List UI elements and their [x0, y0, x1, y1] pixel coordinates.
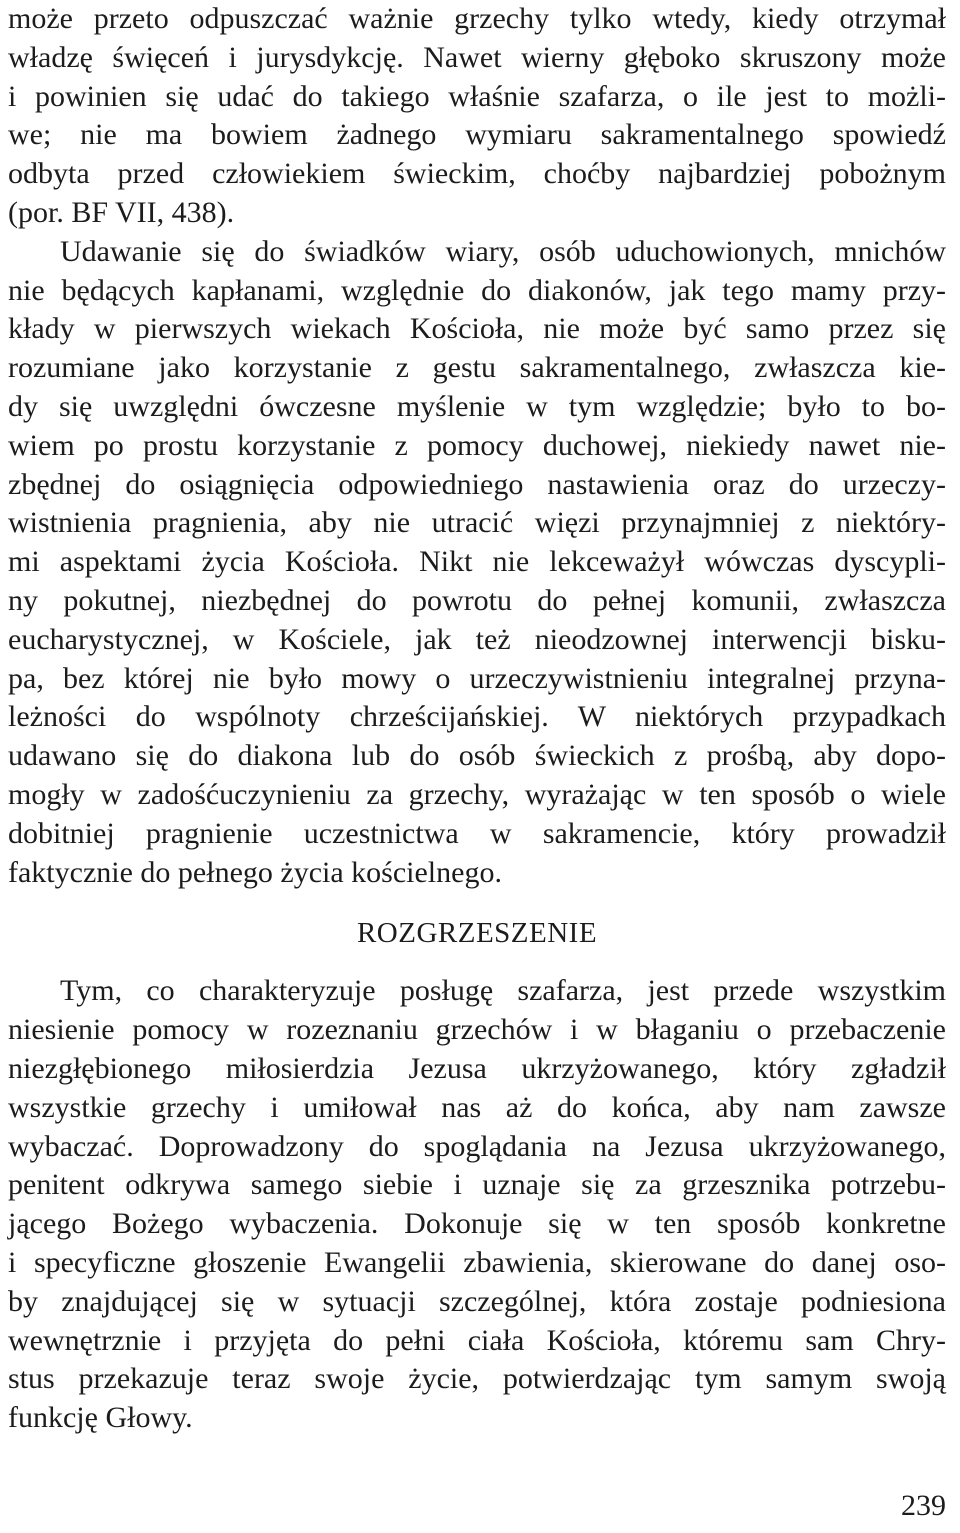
- text-line: wewnętrznie i przyjęta do pełni ciała Kościoła, któremu sam Chry-: [8, 1323, 946, 1357]
- text-line: nie będących kapłanami, względnie do diakonów, jak tego mamy przy-: [8, 273, 946, 307]
- section-heading: ROZGRZESZENIE: [356, 917, 598, 950]
- text-line: odbyta przed człowiekiem świeckim, choćby najbardziej pobożnym: [8, 157, 946, 191]
- text-line: władzę święceń i jurysdykcję. Nawet wierny głęboko skruszony może: [8, 40, 946, 74]
- text-line: Tym, co charakteryzuje posługę szafarza, jest przede wszystkim: [60, 974, 946, 1008]
- text-line: zbędnej do osiągnięcia odpowiedniego nastawienia oraz do urzeczy-: [8, 467, 946, 501]
- text-line: ny pokutnej, niezbędnej do powrotu do pełnej komunii, zwłaszcza: [8, 583, 946, 617]
- text-line: niesienie pomocy w rozeznaniu grzechów i w błaganiu o przebaczenie: [8, 1013, 946, 1047]
- text-line: dy się uwzględni ówczesne myślenie w tym względzie; było to bo-: [8, 389, 946, 423]
- text-line: jącego Bożego wybaczenia. Dokonuje się w ten sposób konkretne: [8, 1207, 946, 1241]
- text-line: faktycznie do pełnego życia kościelnego.: [8, 855, 502, 889]
- paragraph-3: [8, 972, 946, 1438]
- page-number: 239: [901, 1489, 946, 1522]
- text-line: (por. BF VII, 438).: [8, 195, 235, 229]
- text-line: funkcję Głowy.: [8, 1401, 193, 1435]
- text-line: i powinien się udać do takiego właśnie szafarza, o ile jest to możli-: [8, 79, 946, 113]
- text-line: penitent odkrywa samego siebie i uznaje się za grzesznika potrzebu-: [8, 1168, 946, 1202]
- document-page: [8, 0, 946, 1438]
- text-line: dobitniej pragnienie uczestnictwa w sakramencie, który prowadził: [8, 816, 946, 850]
- text-line: mi aspektami życia Kościoła. Nikt nie lekceważył wówczas dyscypli-: [8, 545, 946, 579]
- text-line: kłady w pierwszych wiekach Kościoła, nie może być samo przez się: [8, 312, 946, 346]
- paragraph-2: [8, 233, 946, 893]
- text-line: stus przekazuje teraz swoje życie, potwierdzając tym samym swoją: [8, 1362, 946, 1396]
- text-line: we; nie ma bowiem żadnego wymiaru sakramentalnego spowiedź: [8, 118, 946, 152]
- text-line: rozumiane jako korzystanie z gestu sakramentalnego, zwłaszcza kie-: [8, 351, 946, 385]
- text-line: wybaczać. Doprowadzony do spoglądania na Jezusa ukrzyżowanego,: [8, 1129, 946, 1163]
- text-line: Udawanie się do świadków wiary, osób uduchowionych, mnichów: [60, 234, 946, 268]
- text-line: może przeto odpuszczać ważnie grzechy tylko wtedy, kiedy otrzymał: [8, 2, 946, 35]
- text-line: by znajdującej się w sytuacji szczególnej, która zostaje podniesiona: [8, 1284, 946, 1318]
- text-line: leżności do wspólnoty chrześcijańskiej. W niektórych przypadkach: [8, 700, 946, 734]
- text-line: wiem po prostu korzystanie z pomocy duchowej, niekiedy nawet nie-: [8, 428, 946, 462]
- text-line: wistnienia pragnienia, aby nie utracić więzi przynajmniej z niektóry-: [8, 506, 946, 540]
- text-line: udawano się do diakona lub do osób świeckich z prośbą, aby dopo-: [8, 739, 946, 773]
- text-line: eucharystycznej, w Kościele, jak też nieodzownej interwencji bisku-: [8, 622, 946, 656]
- text-line: niezgłębionego miłosierdzia Jezusa ukrzyżowanego, który zgładził: [8, 1051, 946, 1085]
- text-line: i specyficzne głoszenie Ewangelii zbawienia, skierowane do danej oso-: [8, 1245, 946, 1279]
- paragraph-1: [8, 0, 946, 233]
- text-line: pa, bez której nie było mowy o urzeczywistnieniu integralnej przyna-: [8, 661, 946, 695]
- text-line: mogły w zadośćuczynieniu za grzechy, wyrażając w ten sposób o wiele: [8, 777, 946, 811]
- text-line: wszystkie grzechy i umiłował nas aż do końca, aby nam zawsze: [8, 1090, 946, 1124]
